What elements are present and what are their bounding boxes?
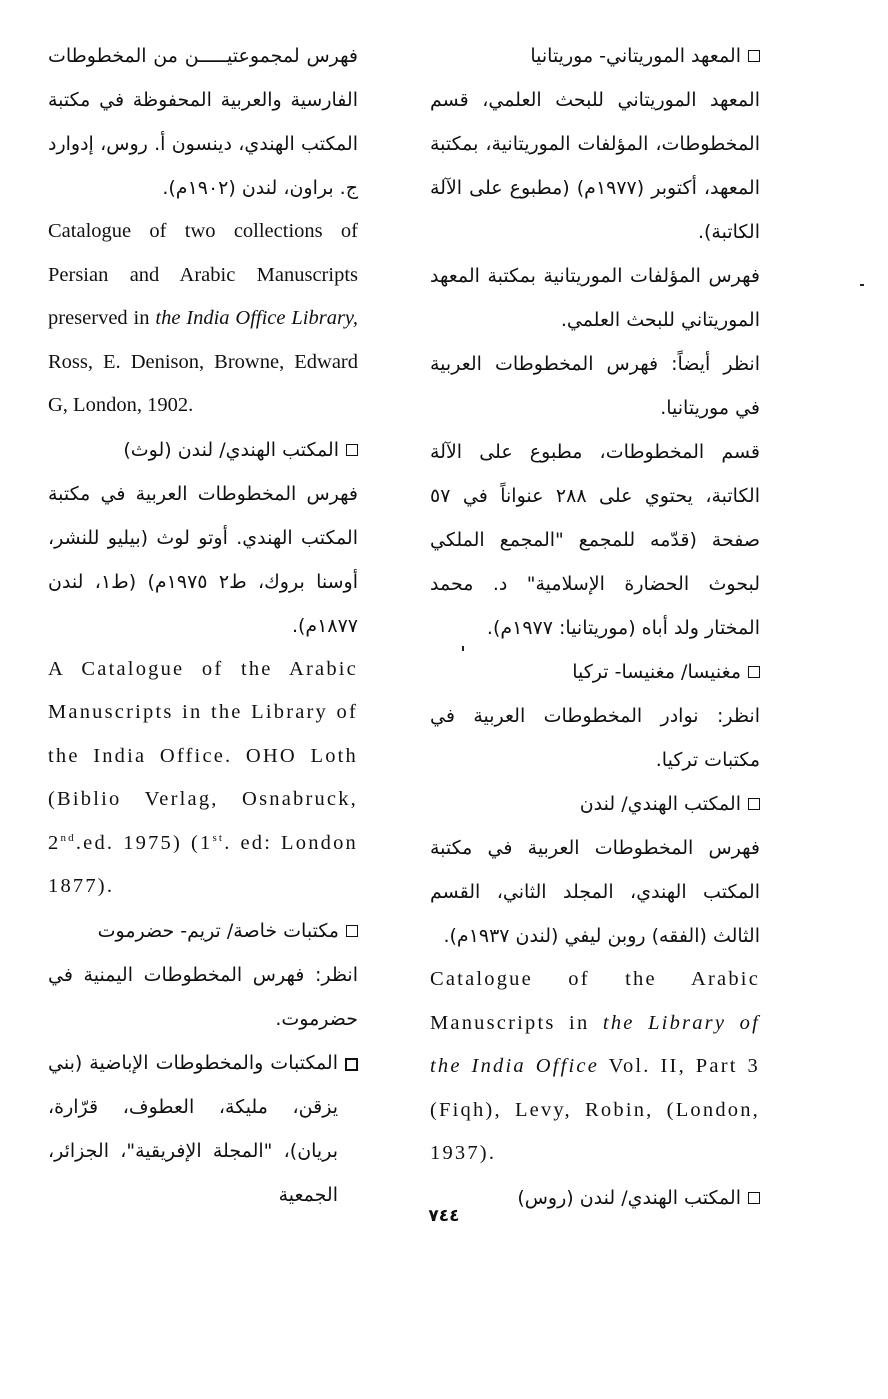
checkbox-square-icon: [345, 1058, 358, 1071]
checkbox-square-icon: [748, 666, 760, 678]
scan-speck: [462, 646, 464, 651]
english-citation: A Catalogue of the Arabic Manuscripts in the Library of the India Office. OHO Loth (Biblio Verlag, Osnabruck, 2nd.ed. 1975) (1st. ed: London 1877).: [48, 657, 358, 897]
checkbox-square-icon: [346, 444, 358, 456]
page-number: ٧٤٤: [428, 1206, 460, 1226]
entry-heading-india-office: المكتب الهندي/ لندن: [430, 782, 760, 826]
entry-text: انظر: فهرس المخطوطات اليمنية في حضرموت.: [48, 963, 358, 1030]
right-column: [430, 34, 760, 1220]
left-column: [48, 34, 358, 1217]
checkbox-square-icon: [748, 798, 760, 810]
checkbox-square-icon: [748, 1192, 760, 1204]
english-citation: Catalogue of the Arabic Manuscripts in the Library of the India Office Vol. II, Part 3 (Fiqh), Levy, Robin, (London, 1937).: [430, 968, 760, 1164]
scan-speck: [860, 284, 864, 286]
entry-text: فهرس المخطوطات العربية في مكتبة المكتب الهندي، المجلد الثاني، القسم الثالث (الفقه) روبن ليفي (لندن ١٩٣٧م).: [430, 837, 760, 947]
checkbox-square-icon: [748, 50, 760, 62]
entry-text: فهرس المؤلفات الموريتانية بمكتبة المعهد الموريتاني للبحث العلمي.: [430, 265, 760, 331]
entry-heading-private-libraries: مكتبات خاصة/ تريم- حضرموت: [48, 909, 358, 953]
entry-heading-india-office-ross: المكتب الهندي/ لندن (روس): [430, 1176, 760, 1220]
entry-text: قسم المخطوطات، مطبوع على الآلة الكاتبة، يحتوي على ٢٨٨ عنواناً في ٥٧ صفحة (قدّمه للمجمع "المجمع الملكي لبحوث الحضارة الإسلامية" د. محمد المختار ولد أباه (موريتانيا: ١٩٧٧م).: [430, 441, 761, 639]
entry-heading-india-office-loth: المكتب الهندي/ لندن (لوث): [48, 428, 358, 472]
entry-heading-manisa: مغنيسا/ مغنيسا- تركيا: [430, 650, 760, 694]
entry-text: فهرس لمجموعتيـــــن من المخطوطات الفارسية والعربية المحفوظة في مكتبة المكتب الهندي، دينسون أ. روس، إدوارد ج. براون، لندن (١٩٠٢م).: [48, 45, 358, 199]
english-citation: Catalogue of two collections of Persian and Arabic Manuscripts preserved in the India Office Library, Ross, E. Denison, Browne, Edward G, London, 1902.: [48, 220, 359, 416]
entry-text: المعهد الموريتاني للبحث العلمي، قسم المخطوطات، المؤلفات الموريتانية، بمكتبة المعهد، أكتوبر (١٩٧٧م) (مطبوع على الآلة الكاتبة).: [430, 89, 760, 243]
entry-text: انظر أيضاً: فهرس المخطوطات العربية في موريتانيا.: [430, 353, 760, 419]
entry-text: انظر: نوادر المخطوطات العربية في مكتبات تركيا.: [430, 705, 760, 771]
entry-heading-mauritanian-institute: المعهد الموريتاني- موريتانيا: [430, 34, 760, 78]
entry-heading-ibadi-libraries: المكتبات والمخطوطات الإباضية (بني يزقن، مليكة، العطوف، قرّارة، بريان)، "المجلة الإفريقية"، الجزائر، الجمعية: [48, 1041, 358, 1217]
checkbox-square-icon: [346, 925, 358, 937]
entry-text: فهرس المخطوطات العربية في مكتبة المكتب الهندي. أوتو لوث (بيليو للنشر، أوسنا بروك، ط٢ ١٩٧٥م) (ط١، لندن ١٨٧٧م).: [48, 482, 358, 637]
